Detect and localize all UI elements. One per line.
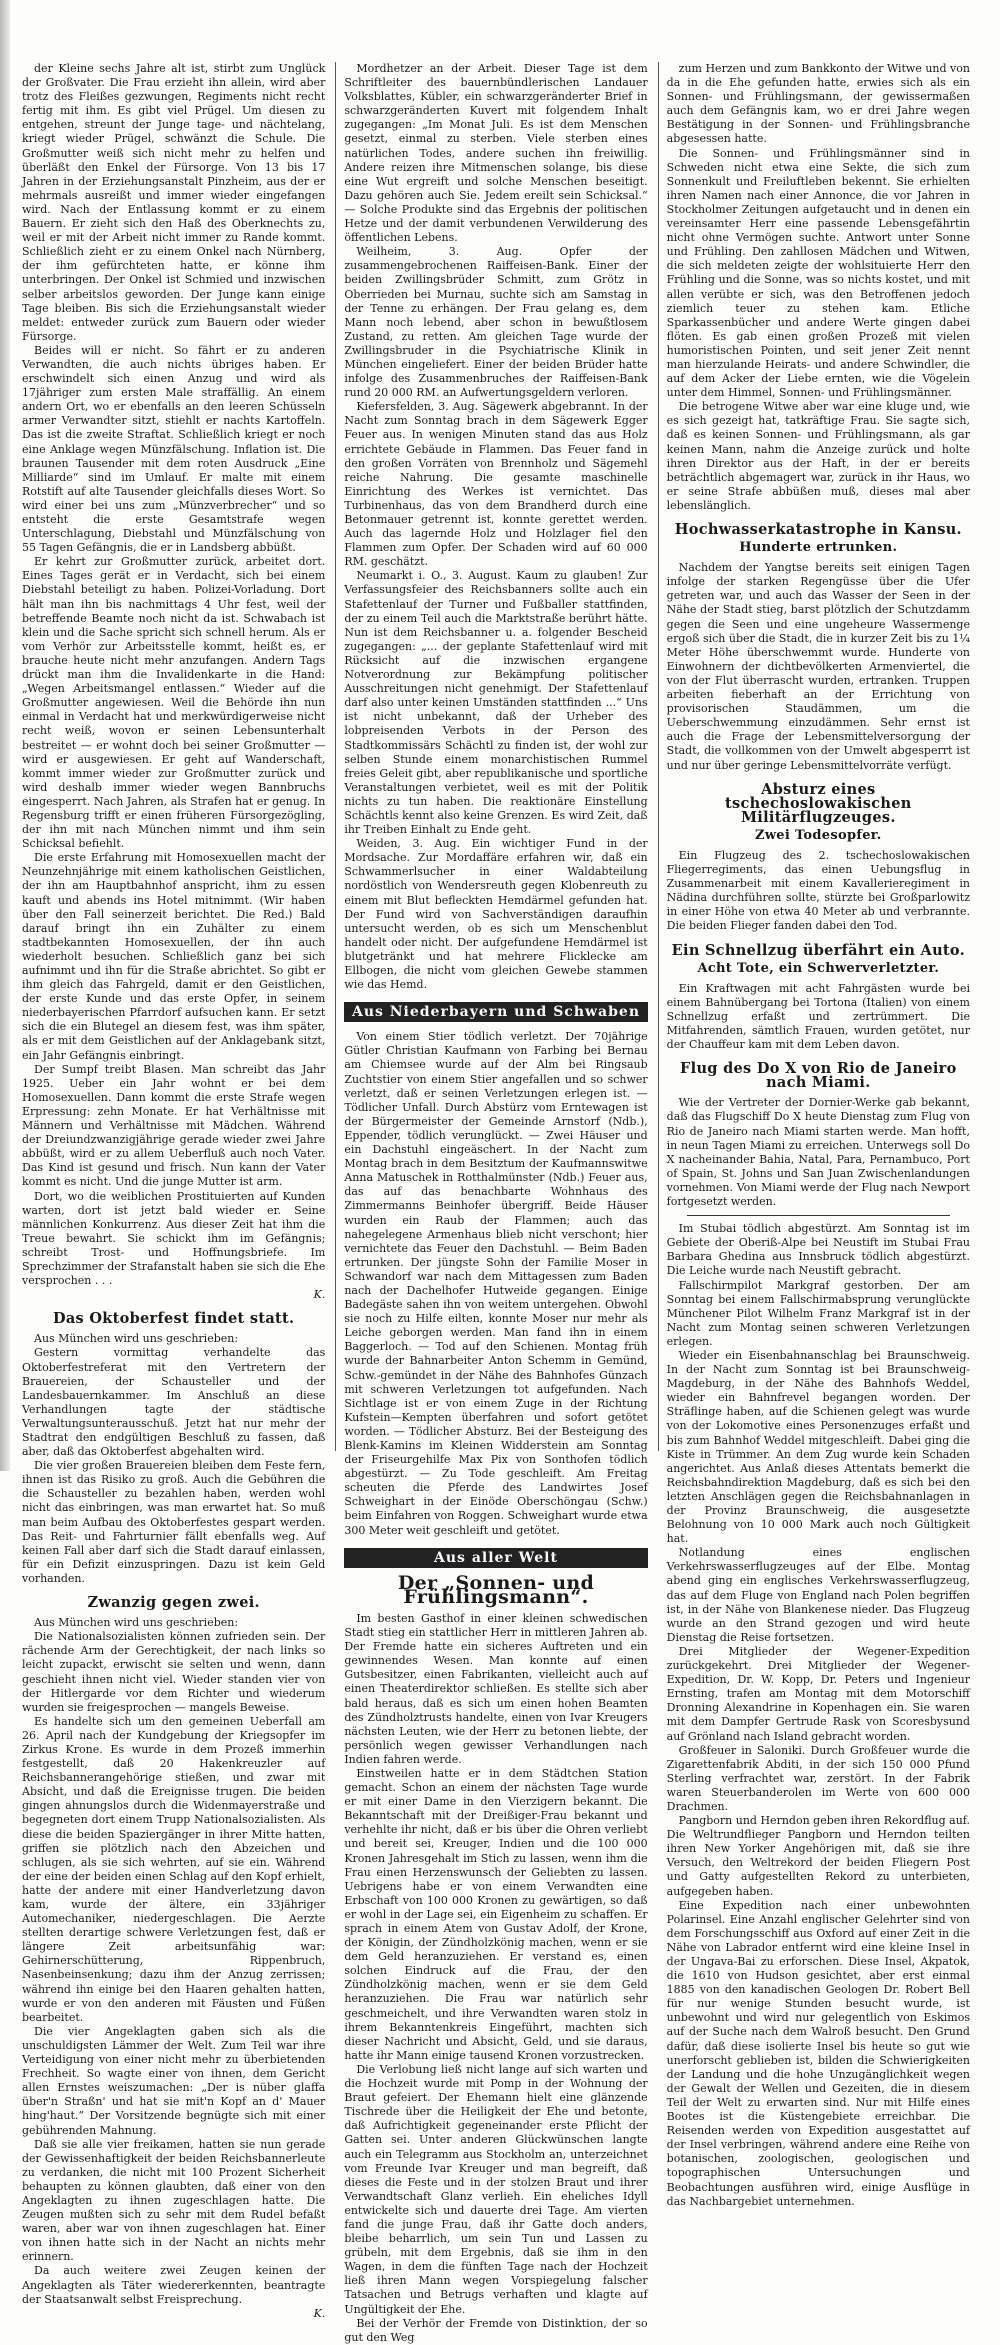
article-headline: Ein Schnellzug überfährt ein Auto. xyxy=(671,941,965,959)
article-paragraph: Da auch weitere zwei Zeugen keinen der Angeklagten als Täter wiedererkennten, beantragte der Staatsanwalt selbst Freisprechung. xyxy=(22,2264,326,2306)
column-right xyxy=(658,62,970,2208)
article-paragraph: Großfeuer in Saloniki. Durch Großfeuer wurde die Zigarettenfabrik Abditi, in der sich 150 000 Pfund Sterling verfrachtet war, zerstört. In der Fabrik waren Steuerbanderolen im Werte von 600 000 Drachmen. xyxy=(666,1743,970,1813)
article-paragraph: Gestern vormittag verhandelte das Oktoberfestreferat mit den Vertretern der Brauereien, der Schausteller und der Landesbauernkammer. Im Anschluß an diese Verhandlungen tagte der städtische Verwaltungsunterausschuß. Jetzt hat nur mehr der Stadtrat den endgültigen Beschluß zu fassen, daß aber, daß das Oktoberfest abgehalten wird. xyxy=(22,1346,326,1459)
article-paragraph: Bei der Verhör der Fremde von Distinktion, der so gut den Weg xyxy=(344,2316,648,2344)
article-paragraph: Eine Expedition nach einer unbewohnten Polarinsel. Eine Anzahl englischer Gelehrter sind von dem Forschungsschiff aus Oxford auf einer Zeit in die Nähe von Labrador entfernt wird eine kleine Insel in der Ungava-Bai zu erforschen. Diese Insel, Akpatok, die 1610 von Hudson gesichtet, aber erst einmal 1885 von den kanadischen Geologen Dr. Robert Bell für nur wenige Stunden besucht wurde, ist unbewohnt und wird nur gelegentlich von Eskimos auf der Suche nach dem Walroß besucht. Den Grund dafür, daß diese isolierte Insel bis heute so gut wie unerforscht geblieben ist, bilden die Schwierigkeiten der Landung und die hohe Unzugänglichkeit wegen der Gewalt der Wellen und Gezeiten, die in diesem Teil der Welt zu erwarten sind. Nur mit Hilfe eines Bootes ist die Küstengebiete erreichbar. Die Reisenden werden von Expedition ausgestattet auf der Insel verbringen, während andere eine Reihe von botanischen, zoologischen, geologischen und topographischen Untersuchungen und Beobachtungen ausführen wird, einige Ausflüge in das Nachbargebiet unternehmen. xyxy=(666,1898,970,2208)
article-headline: Hochwasserkatastrophe in Kansu. xyxy=(674,521,962,538)
article-headline: Absturz eines tschechoslowakischen Militärflugzeuges. xyxy=(725,780,912,826)
article-paragraph: Es handelte sich um den gemeinen Ueberfall am 26. April nach der Kundgebung der Kriegsopfer im Zirkus Krone. Es wurde in dem Prozeß immerhin festgestellt, daß 20 Hakenkreuzler auf Reichsbannerangehörige stießen, und zwar mit Absicht, und daß die Ereignisse trugen. Die beiden gingen ahnungslos durch die Widenmayerstraße und begegneten dort einem Trupp Nationalsozialisten. Als diese die beiden Spaziergänger in ihrer Mitte hatten, griffen sie plötzlich nach den Abzeichen und schlugen, als sie sich wehrten, auf sie ein. Während der eine der beiden einen Schlag auf den Kopf erhielt, hatte der andere mit einer Handverletzung davon kam, wurde der ältere, ein 33jähriger Automechaniker, niedergeschlagen. Die Aerzte stellten derartige schwere Verletzungen fest, daß er längere Zeit arbeitsunfähig war: Gehirnerschütterung, Rippenbruch, Nasenbeinsenkung; dazu ihm der Anzug zerrissen; während ihn einige bei den Haaren gehalten hatten, wurde er von den anderen mit Fäusten und Füßen bearbeitet. xyxy=(22,1714,326,2024)
article-paragraph: Wie der Vertreter der Dornier-Werke gab bekannt, daß das Flugschiff Do X heute Dienstag zum Flug von Rio de Janeiro nach Miami starten werde. Man hofft, in neun Tagen Miami zu erreichen. Unterwegs soll Do X nacheinander Bahia, Natal, Para, Pernambuco, Port of Spain, St. Johns und San Juan Zwischenlandungen vornehmen. Von Miami werde der Flug nach Newport fortgesetzt werden. xyxy=(666,1096,970,1209)
article-paragraph: Von einem Stier tödlich verletzt. Der 70jährige Gütler Christian Kaufmann von Farbing bei Bernau am Chiemsee wurde auf der Alm bei Ringsaub Zuchtstier von einem Stier angefallen und so schwer verletzt, daß er seinen Verletzungen erlegen ist. — Tödlicher Unfall. Durch Abstürz vom Erntewagen ist der Bürgermeister der Gemeinde Arnstorf (Ndb.), Eppender, tödlich verunglückt. — Zwei Häuser und ein Dachstuhl eingeäschert. In der Nacht zum Montag brach in dem Besitztum der Kaufmannswitwe Anna Matuschek in Rotthalmünster (Ndb.) Feuer aus, das auf das benachbarte Wohnhaus des Zimmermanns Beinhofer übergriff. Beide Häuser wurden ein Raub der Flammen; auch das nahegelegene Armenhaus blieb nicht verschont; hier vernichtete das Feuer den Dachstuhl. — Beim Baden ertrunken. Der jüngste Sohn der Familie Moser in Schwandorf war nach dem Mittagessen zum Baden nach der Dachelhofer Hutweide gegangen. Einige Badegäste sahen ihn von weitem untergehen. Obwohl sie noch zu Hilfe eilten, konnte Moser nur mehr als Leiche geborgen werden. Man fand ihn in einem Baggerloch. — Tod auf den Schienen. Montag früh wurde der Bahnarbeiter Anton Schemm in Gemünd, Schw.-gemündet in der Nähe des Bahnhofes Günzach mit schweren Verletzungen tot aufgefunden. Nach Sichtlage ist er von einem Zuge in der Richtung Kufstein—Kempten überfahren und sofort getötet worden. — Tödlicher Absturz. Bei der Besteigung des Blenk-Kamins im Kleinen Widderstein am Sonntag der Friseurgehilfe Max Pix von Sonthofen tödlich abgestürzt. — Zu Tode geschleift. Am Freitag scheuten die Pferde des Landwirtes Josef Schweighart in der Einöde Oberschöngau (Schw.) beim Einfahren von Roggen. Schweighart wurde etwa 300 Meter weit geschleift und getötet. xyxy=(344,1030,648,1537)
article-paragraph: Weilheim, 3. Aug. Opfer der zusammengebrochenen Raiffeisen-Bank. Einer der beiden Zwillingsbrüder Schmitt, zum Grötz in Oberrieden bei Murnau, suchte sich am Samstag in der Tenne zu erhängen. Der Frau gelang es, dem Mann noch lebend, aber schon in bewußtlosem Zustand, zu retten. Am gleichen Tage wurde der Zwillingsbruder in die Psychiatrische Klinik in München eingeliefert. Einer der beiden Brüder hatte infolge des Zusammenbruches der Raiffeisen-Bank rund 20 000 RM. an Aufwertungsgeldern verloren. xyxy=(344,245,648,400)
article-paragraph: Die Sonnen- und Frühlingsmänner sind in Schweden nicht etwa eine Sekte, die sich zum Sonnenkult und Freiluftleben bekennt. Sie erhielten ihren Namen nach einer Annonce, die vor Jahren in Stockholmer Zeitungen aufgetaucht und in denen ein vereinsamter Herr eine passende Lebensgefährtin nicht ohne Vermögen suchte. Antwort unter Sonne und Frühling. Den zahllosen Mädchen und Witwen, die sich meldeten zeigte der wohlsituierte Herr den Frühling und die Sonne, was so nichts kostet, und mit allen verübte er sich, was den Betroffenen jedoch ziemlich teuer zu stehen kam. Etliche Sparkassenbücher und andere Werte gingen dabei flöten. Es gab einen großen Prozeß mit vielen humoristischen Pointen, und seit jener Zeit nennt man hierzulande Heirats- und andere Schwindler, die auf dem Acker der Liebe ernten, wie die Vögelein unter dem Himmel, Sonnen- und Frühlingsmänner. xyxy=(666,146,970,400)
article-paragraph: Notlandung eines englischen Verkehrswasserflugzeuges auf der Elbe. Montag abend ging ein englisches Verkehrswasserflugzeug, das auf dem Fluge von England nach Polen begriffen ist, in der Nähe von Blankenese nieder. Das Flugzeug wurde an den Strand gezogen und wird heute Dienstag die Reise fortsetzen. xyxy=(666,1546,970,1644)
article-paragraph: Die Nationalsozialisten können zufrieden sein. Der rächende Arm der Gerechtigkeit, der nach links so leicht zupackt, erwischt sie selten und wenn, dann geschieht ihnen nicht viel. Wieder standen vier von der Hitlergarde vor dem Richter und wiederum wurden sie freigesprochen — mangels Beweise. xyxy=(22,1630,326,1714)
article-paragraph: Fallschirmpilot Markgraf gestorben. Der am Sonntag bei einem Fallschirmabsprung verunglückte Münchener Pilot Wilhelm Franz Markgraf ist in der Nacht zum Montag seinen schweren Verletzungen erlegen. xyxy=(666,1278,970,1348)
article-paragraph: Nachdem der Yangtse bereits seit einigen Tagen infolge der starken Regengüsse über die Ufer getreten war, und auch das Wasser der Seen in der Nähe der Stadt stieg, barst plötzlich der Schutzdamm gegen die Seen und eine ungeheure Wassermenge ergoß sich über die Stadt, die in kurzer Zeit bis zu 1¼ Meter Höhe überschwemmt wurde. Hunderte von Einwohnern der dichtbevölkerten Armenviertel, die von der Flut überrascht wurden, ertranken. Truppen arbeiten fieberhaft an der Errichtung von provisorischen Staudämmen, um die Ueberschwemmung einzudämmen. Sehr ernst ist auch die Frage der Lebensmittelversorgung der Stadt, die vollkommen von der Umwelt abgesperrt ist und nur über geringe Lebensmittelvorräte verfügt. xyxy=(666,561,970,772)
article-paragraph: Ein Kraftwagen mit acht Fahrgästen wurde bei einem Bahnübergang bei Tortona (Italien) von einem Schnellzug erfaßt und zertrümmert. Die Mitfahrenden, sämtlich Frauen, wurden getötet, nur der Chauffeur kam mit dem Leben davon. xyxy=(666,981,970,1052)
article-paragraph: Aus München wird uns geschrieben: xyxy=(34,1332,239,1346)
article-paragraph: Pangborn und Herndon geben ihren Rekordflug auf. Die Weltrundflieger Pangborn und Herndon teilten ihren New Yorker Angehörigen mit, daß sie ihre Versuch, den Weltrekord der beiden Fliegern Post und Gatty aufgestellten Rekord zu unterbieten, aufgegeben haben. xyxy=(666,1814,970,1898)
article-paragraph: Dort, wo die weiblichen Prostituierten auf Kunden warten, dort ist jetzt bald wieder er. Seine männlichen Konkurrenz. Aus dieser Zeit hat ihm die Treue bewahrt. Sie schickt ihm im Gefängnis; schreibt Trost- und Hoffnungsbriefe. Im Sprechzimmer der Strafanstalt haben sie sich die Ehe versprochen . . . xyxy=(22,1189,326,1288)
article-headline: Flug des Do X von Rio de Janeiro nach Miami. xyxy=(680,1060,957,1092)
divider xyxy=(687,1215,950,1216)
article-subheading: Zwei Todesopfer. xyxy=(755,827,882,843)
article-signature: K. xyxy=(313,2306,326,2320)
article-paragraph: Neumarkt i. O., 3. August. Kaum zu glauben! Zur Verfassungsfeier des Reichsbanners sollte auch ein Stafettenlauf der Turner und Fußballer stattfinden, der zu einem Teil auch die Marktstraße berührt hätte. Nun ist dem Reichsbanner u. a. folgender Bescheid zugegangen: „... der geplante Stafettenlauf wird mit Rücksicht auf die inzwischen ergangene Notverordnung zur Bekämpfung politischer Ausschreitungen nicht genehmigt. Der Stafettenlauf darf also unter keinen Umständen stattfinden ...“ Uns ist nicht unbekannt, daß der Urheber des lobpreisenden Verbots in der Person des Stadtkommissärs Schächtl zu finden ist, der wohl zur selben Stunde einem monarchistischen Rummel freies Geleit gibt, aber republikanische und sportliche Veranstaltungen verbietet, weil es mit der Politik nichts zu tun haben. Die reaktionäre Einstellung Schächtls kennt also keine Grenzen. Es wird Zeit, daß ihr Treiben Einhalt zu Ende geht. xyxy=(344,569,648,837)
article-subheading: Hunderte ertrunken. xyxy=(739,540,898,556)
article-paragraph: Die erste Erfahrung mit Homosexuellen macht der Neunzehnjährige mit einem katholischen Geistlichen, der ihn am Hauptbahnhof anspricht, ihm zu essen kauft und abends ins Hotel mitnimmt. (Wir haben über den Fall seinerzeit berichtet. Die Red.) Bald darauf bringt ihn ein Zuhälter zu einem stadtbekannten Homosexuellen, der ihn auch wiederholt besuchen. Schließlich ganz bei sich aufnimmt und ihn für die Straße abrichtet. So gibt er ihm gleich das Fahrgeld, damit er den Geistlichen, der erste Kunde und das erste Opfer, in seinem niederbayerischen Pfarrdorf aufsuchen kann. Er setzt sich die ein Blutegel an diesem fest, was ihm später, als er mit dem Geistlichen auf der Anklagebank sitzt, ein Jahr Gefängnis einbringt. xyxy=(22,851,326,1062)
article-paragraph: zum Herzen und zum Bankkonto der Witwe und von da in die Ehe gefunden hatte, erwies sich als ein Sonnen- und Frühlingsmann, der gewissermaßen auch dem Gefängnis kam, wo er drei Jahre wegen Bestätigung in der Sonnen- und Frühlingsbranche abgesessen hatte. xyxy=(666,62,970,146)
section-banner: Aus Niederbayern und Schwaben xyxy=(344,1002,647,1022)
article-paragraph: Wieder ein Eisenbahnanschlag bei Braunschweig. In der Nacht zum Sonntag ist bei Braunschweig-Magdeburg, in der Nähe des Bahnhofs Weddel, wieder ein Bahnfrevel begangen worden. Der Sträflinge haben, auf die Schienen gelegt was wurde von der Lokomotive eines Personenzuges erfaßt und bis zum Bahnhof Weddel mitgeschleift. Dabei ging die Kiste in Trümmer. An dem Zug wurde kein Schaden angerichtet. Aus Anlaß dieses Attentats bemerkt die Reichsbahndirektion Magdeburg, daß es sich bei den letzten Anschlägen gegen die Reichsbahnanlagen in der Provinz Braunschweig, die ausgesetzte Belohnung von 10 000 Mark auch noch Gültigkeit hat. xyxy=(666,1348,970,1546)
article-headline: Das Oktoberfest findet statt. xyxy=(52,1310,295,1328)
article-signature: K. xyxy=(313,1288,326,1302)
article-paragraph: Mordhetzer an der Arbeit. Dieser Tage ist dem Schriftleiter des bauernbündlerischen Landauer Volksblattes, Kübler, ein schwarzgeränderter Brief in schwarzgeränderten Kuvert mit folgendem Inhalt zugegangen: „Im Monat Juli. Es ist dem Menschen gesetzt, einmal zu sterben. Viele sterben eines natürlichen Todes, andere suchen ihn freiwillig. Andere reizen ihre Mitmenschen solange, bis diese eine Wut ergreift und solche Menschen beseitigt. Dazu gehören auch Sie. Jedem ereilt sein Schicksal.“ — Solche Produkte sind das Ergebnis der politischen Hetze und der damit verbundenen Verwilderung des öffentlichen Lebens. xyxy=(344,62,648,245)
article-paragraph: Die betrogene Witwe aber war eine kluge und, wie es sich gezeigt hat, tatkräftige Frau. Sie sagte sich, daß es keinen Sonnen- und Frühlingsmann, als gar keinen Mann, nahm die Anzeige zurück und holte ihren Direktor aus der Haft, in der er bereits beträchtlich abgemagert war, zurück in ihr Haus, wo er seine Strafe abbüßen muß, dieses mal aber lebenslänglich. xyxy=(666,400,970,512)
article-paragraph: Im Stubai tödlich abgestürzt. Am Sonntag ist im Gebiete der Oberiß-Alpe bei Neustift im Stubai Frau Barbara Ghedina aus Innsbruck tödlich abgestürzt. Die Leiche wurde nach Neustift gebracht. xyxy=(666,1222,970,1278)
article-paragraph: Ein Flugzeug des 2. tschechoslowakischen Fliegerregiments, das einen Uebungsflug in Zusammenarbeit mit einem Kavallerieregiment in Nädina durchführen sollte, stürzte bei Großparlowitz in einer Höhe von etwa 40 Meter ab und verbrannte. Die beiden Flieger fanden dabei den Tod. xyxy=(666,848,970,933)
article-headline: Der „Sonnen- und Frühlingsmann“. xyxy=(397,1571,595,1608)
article-paragraph: Aus München wird uns geschrieben: xyxy=(34,1616,239,1630)
article-paragraph: Daß sie alle vier freikamen, hatten sie nun gerade der Gewissenhaftigkeit der beiden Reichsbannerleute zu verdanken, die nicht mit 100 Prozent Sicherheit behaupten zu können glaubten, daß einer von den Angeklagten zu ihnen zugeschlagen hatte. Die Zeugen mußten sich zu sehr mit dem Rudel befaßt waren, aber war von ihnen zugeschlagen hat. Einer von ihnen hatte sich in der Nacht an nichts mehr erinnern. xyxy=(22,2137,326,2264)
article-paragraph: Drei Mitglieder der Wegener-Expedition zurückgekehrt. Drei Mitglieder der Wegener-Expedition, Dr. W. Kopp, Dr. Peters und Ingenieur Ernsting, trafen am Montag mit dem Motorschiff Dronning Alexandrine in Kopenhagen ein. Sie waren mit dem Dampfer Gertrude Rask von Scoresbysund auf Grönland nach Island gebracht worden. xyxy=(666,1644,970,1743)
section-banner: Aus aller Welt xyxy=(344,1548,647,1568)
article-paragraph: Die Verlobung ließ nicht lange auf sich warten und die Hochzeit wurde mit Pomp in der Wohnung der Braut gefeiert. Der Ehemann hielt eine glänzende Tischrede über die Heiligkeit der Ehe und betonte, daß Aufrichtigkeit gegeneinander erste Pflicht der Gatten sei. Unter anderen Glückwünschen langte auch ein Telegramm aus Stockholm an, unterzeichnet vom Freunde Ivar Kreuger und man begreift, daß dieses die Feste und in der stolzen Braut und ihrer Verwandtschaft Glanz verlieh. Ein eheliches Idyll entwickelte sich und dauerte drei Tage. Am vierten fand die junge Frau, daß ihr Gatte doch anders, bleibe beharrlich, um sein Tun und Lassen zu grübeln, mit dem Ergebnis, daß sie ihm in den Wagen, in dem die fünften Tage nach der Hochzeit ließ ihren Mann wegen Vorspiegelung falscher Tatsachen und Betrugs verhaften und klagte auf Ungültigkeit der Ehe. xyxy=(344,2062,648,2316)
article-paragraph: Er kehrt zur Großmutter zurück, arbeitet dort. Eines Tages gerät er in Verdacht, sich bei einem Diebstahl beteiligt zu haben. Polizei-Vorladung. Dort hält man ihn bis nachmittags 4 Uhr fest, weil der betreffende Beamte noch nicht da ist. Schwabach ist klein und die Sache spricht sich schnell herum. Als er vom Verhör zur Arbeitsstelle kommt, heißt es, er brauche heute nicht mehr anzufangen. Andern Tags drückt man ihm die Invalidenkarte in die Hand: „Wegen Arbeitsmangel entlassen.“ Wieder auf die Großmutter angewiesen. Weil die Behörde ihn nun einmal in Verdacht hat und merkwürdigerweise nicht recht weiß, wovon er seinen Lebensunterhalt bestreitet — er wohnt doch bei seiner Großmutter — wird er ausgewiesen. Er geht auf Wanderschaft, kommt immer wieder zur Großmutter zurück und wird deshalb immer wieder wegen Bannbruchs eingesperrt. Nach Jahren, als Strafen hat er genug. In Regensburg trifft er einen früheren Fürsorgezögling, der ihn mit nach München nimmt und ihm sein Schicksal befiehlt. xyxy=(22,555,326,851)
column-left xyxy=(22,62,326,2320)
article-paragraph: Die vier großen Brauereien bleiben dem Feste fern, ihnen ist das Risiko zu groß. Auch die Gebühren die die Schausteller zu bezahlen haben, werden wohl nicht das einbringen, was man erwartet hat. So muß man beim Aufbau des Oktoberfestes gespart werden. Das Reit- und Fahrturnier fällt ebenfalls weg. Auf keinen Fall aber darf sich die Stadt darauf einlassen, für ein Defizit einzuspringen. Dazu ist kein Geld vorhanden. xyxy=(22,1459,326,1585)
article-paragraph: Kiefersfelden, 3. Aug. Sägewerk abgebrannt. In der Nacht zum Sonntag brach in dem Sägewerk Egger Feuer aus. In wenigen Minuten stand das aus Holz errichtete Gebäude in Flammen. Das Feuer fand in den großen Vorräten von Brennholz und Sägemehl reiche Nahrung. Die gesamte maschinelle Einrichtung des Werkes ist vernichtet. Das Turbinenhaus, das von dem Brandherd durch eine Betonmauer getrennt ist, konnte gerettet werden. Auch das lagernde Holz und Holzlager fiel den Flammen zum Opfer. Der Schaden wird auf 60 000 RM. geschätzt. xyxy=(344,400,648,569)
article-paragraph: Beides will er nicht. So fährt er zu anderen Verwandten, die auch nichts übriges haben. Er erschwindelt sich einen Anzug und wird als 17jähriger zum ersten Male straffällig. An einem andern Ort, wo er ebenfalls an den leeren Schüsseln armer Verwandter sitzt, stiehlt er nachts Kartoffeln. Das ist die zweite Straftat. Schließlich kriegt er noch eine Anklage wegen Münzfälschung. Inflation ist. Die braunen Tausender mit dem roten Ausdruck „Eine Milliarde“ sind im Umlauf. Er malte mit einem Rotstift auf alte Tausender gleichfalls dieses Wort. So wird einer bei uns zum „Münzverbrecher“ und so entsteht die erste Gesamtstrafe wegen Unterschlagung, Diebstahl und Münzfälschung von 55 Tagen Gefängnis, die er in Landsberg abbüßt. xyxy=(22,343,326,555)
article-subheading: Acht Tote, ein Schwerverletzter. xyxy=(697,960,940,976)
article-paragraph: Die vier Angeklagten gaben sich als die unschuldigsten Lämmer der Welt. Zum Teil war ihre Verteidigung von einer nicht mehr zu überbietenden Frechheit. So wagte einer von ihnen, dem Gericht allen Ernstes weiszumachen: „Der is nüber glaffa über'n Straßn' und hat sie mit'n Kopf an d' Mauer hing'haut.“ Der Vorsitzende begnügte sich mit einer gebührenden Mahnung. xyxy=(22,2024,326,2137)
article-paragraph: Weiden, 3. Aug. Ein wichtiger Fund in der Mordsache. Zur Mordaffäre erfahren wir, daß ein Schwammerlsucher in einer Waldabteilung nordöstlich von Wendersreuth gegen Klobenreuth zu einem mit Blut befleckten Hemdärmel gefunden hat. Der Fund wird von Sachverständigen daraufhin untersucht werden, ob es sich um Menschenblut handelt oder nicht. Der aufgefundene Hemdärmel ist blutgetränkt und hat mehrere Flicklecke am Ellbogen, die nicht vom gleichen Gewebe stammen wie das Hemd. xyxy=(344,837,648,992)
article-headline: Zwanzig gegen zwei. xyxy=(87,1594,260,1612)
article-paragraph: Der Sumpf treibt Blasen. Man schreibt das Jahr 1925. Ueber ein Jahr wohnt er bei dem Homosexuellen. Dann kommt die erste Strafe wegen Erpressung: zehn Monate. Er hat Verhältnisse mit Männern und Verhältnisse mit Mädchen. Während der Dreiundzwanzigjährige gerade wieder zwei Jahre abbüßt, wird er zu allem Ueberfluß auch noch Vater. Das Kind ist gesund und frisch. Nun kann der Vater kommt es nicht. Und die junge Mutter ist arm. xyxy=(22,1062,326,1189)
article-paragraph: Einstweilen hatte er in dem Städtchen Station gemacht. Schon an einem der nächsten Tage wurde er mit einer Dame in den Vierzigern bekannt. Die Bekanntschaft mit der Dreißiger-Frau bekannt und verhehlte ihr nicht, daß er bis über die Ohren verliebt und bereit sei, Kreuger, Indien und die 100 000 Kronen Jahresgehalt im Stich zu lassen, wenn ihm die Frau einen Herzenswunsch der Geliebten zu lassen. Uebrigens habe er von einem Verwandten eine Erbschaft von 100 000 Kronen zu gewärtigen, so daß er wohl in der Lage sei, ein Eigenheim zu schaffen. Er sprach in einem Atem von Gustav Adolf, der Krone, der Königin, der Zündholzkönig machen, wenn er sie dem Geld heranzuziehen. Er verstand es, einen solchen Eindruck auf die Frau, der den Zündholzkönig machen, wenn er sie dem Geld heranzuziehen. Die Frau war natürlich sehr geschmeichelt, und ihre Verwandten waren stolz in ihrem Bekanntenkreis Eingeführt, machten sich dieser Nachricht und Absicht, Geld, und sie daraus, hatte ihr Mann einige tausend Kronen vorzustrecken. xyxy=(344,1766,648,2062)
article-paragraph: Im besten Gasthof in einer kleinen schwedischen Stadt stieg ein stattlicher Herr in mittleren Jahren ab. Der Fremde hatte ein sicheres Auftreten und ein gewinnendes Wesen. Man konnte auf einen Gutsbesitzer, einen Fabrikanten, vielleicht auch auf einen Theaterdirektor schließen. Es stellte sich aber bald heraus, daß es sich um einen hohen Beamten des Zündholztrusts handelte, einen von Ivar Kreugers nächsten Leuten, wie der Herr zu betonen liebte, der persönlich wegen gewisser Verhandlungen nach Indien fahren werde. xyxy=(344,1611,648,1766)
article-paragraph: der Kleine sechs Jahre alt ist, stirbt zum Unglück der Großvater. Die Frau erzieht ihn allein, wird aber trotz des Fleißes gezwungen, Regiments nicht recht fertig mit ihm. Es gibt viel Prügel. Um diesen zu entgehen, streunt der Junge tage- und nächtelang, kriegt wieder Prügel, schwänzt die Schule. Die Großmutter weiß sich nicht mehr zu helfen und überläßt den Enkel der Fürsorge. Von 13 bis 17 Jahren in der Erziehungsanstalt Pinzheim, aus der er mehrmals ausreißt und immer wieder eingefangen wird. Nach der Entlassung kommt er zu einem Bauern. Er zieht sich den Haß des Oberknechts zu, weil er mit der Arbeit nicht immer zu Rande kommt. Schließlich zieht er zu einem Onkel nach Nürnberg, der ihm gefürchteten hatte, er könne ihm unterbringen. Der Onkel ist Schmied und inzwischen selber arbeitslos geworden. Der Junge kann einige Tage bleiben. Bis sich die Erziehungsanstalt wieder meldet: entweder zurück zum Bauern oder wieder Fürsorge. xyxy=(22,62,326,343)
column-middle xyxy=(335,62,648,2344)
